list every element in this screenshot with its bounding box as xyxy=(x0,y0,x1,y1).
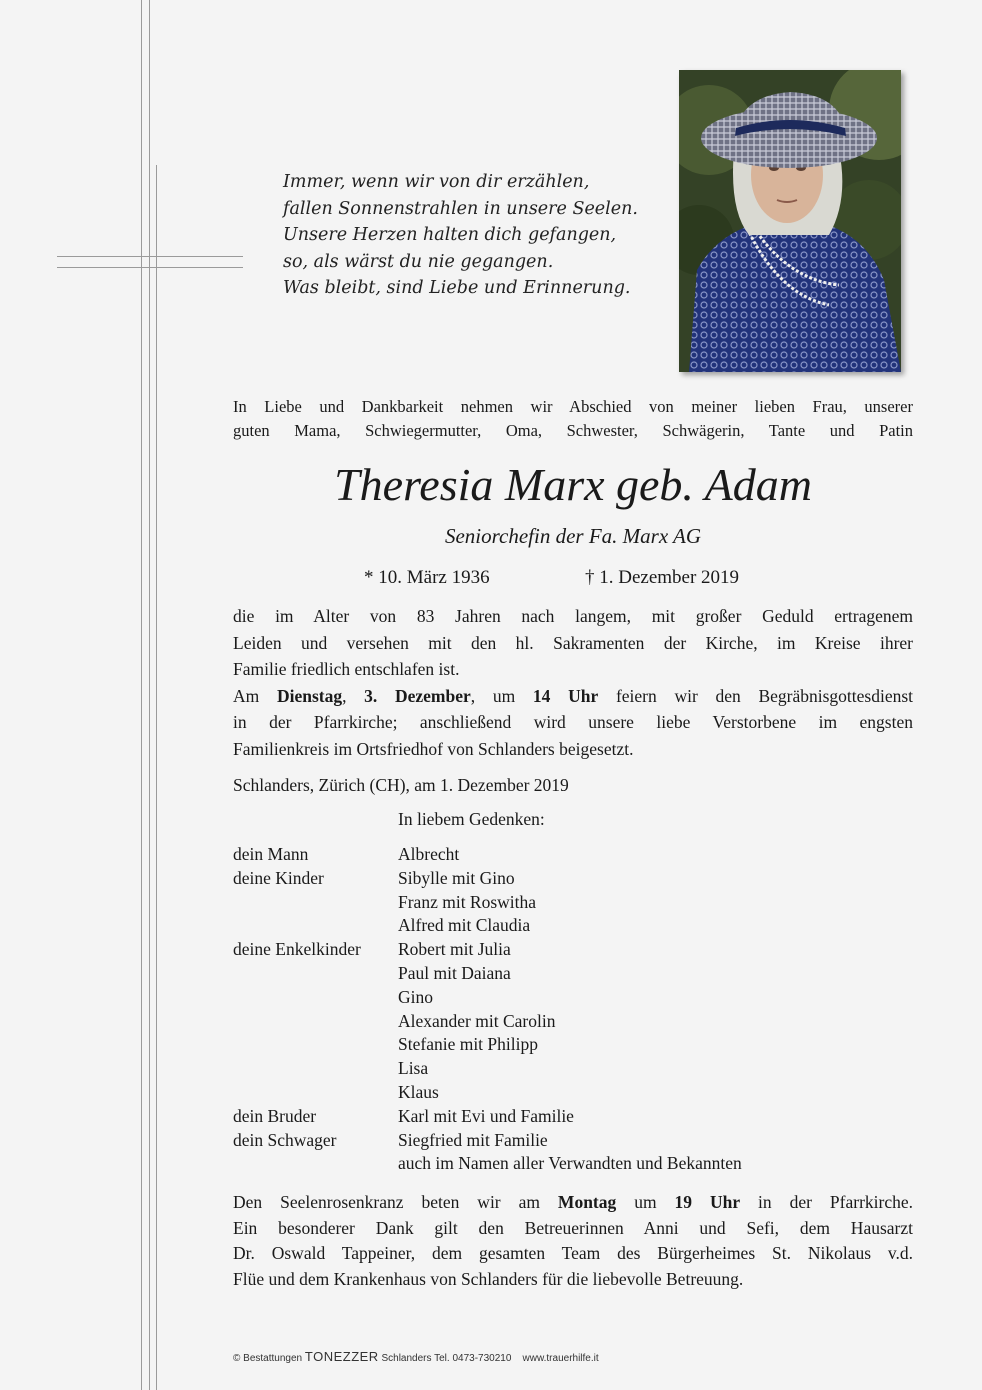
intro-line: guten Mama, Schwiegermutter, Oma, Schwester, Schwägerin, Tante und Patin xyxy=(233,421,913,440)
family-member-name: Alfred mit Claudia xyxy=(398,915,531,936)
portrait-photo xyxy=(679,70,901,372)
body-line: in der Pfarrkirche; anschließend wird unsere liebe Verstorbene im engsten xyxy=(233,712,913,732)
family-member-name: Lisa xyxy=(398,1058,429,1079)
family-row xyxy=(233,914,913,938)
family-row xyxy=(233,938,913,962)
body-line: Leiden und versehen mit den hl. Sakramenten der Kirche, im Kreise ihrer xyxy=(233,632,913,653)
rosary-pre: Den Seelenrosenkranz beten wir am xyxy=(233,1192,558,1212)
family-row xyxy=(233,1105,913,1129)
poem-line: Was bleibt, sind Liebe und Erinnerung. xyxy=(283,278,631,298)
family-member-name: Klaus xyxy=(398,1081,439,1102)
family-row xyxy=(233,1033,913,1057)
footer-prefix: © Bestattungen xyxy=(233,1353,305,1364)
family-row xyxy=(233,891,913,915)
announcement-body xyxy=(233,603,913,762)
family-member-name: Gino xyxy=(398,986,433,1007)
footer-brand: TONEZZER xyxy=(304,1349,379,1364)
family-member-name: auch im Namen aller Verwandten und Bekannten xyxy=(398,1153,742,1174)
body-line: Familienkreis im Ortsfriedhof von Schlanders beigesetzt. xyxy=(233,738,634,759)
family-row xyxy=(233,1010,913,1034)
family-relation: dein Schwager xyxy=(233,1129,337,1150)
family-row xyxy=(233,1152,913,1176)
family-row xyxy=(233,1057,913,1081)
funeral-day: Dienstag xyxy=(276,685,343,706)
family-member-name: Siegfried mit Familie xyxy=(398,1129,548,1150)
body-line: Familie friedlich entschlafen ist. xyxy=(233,659,460,679)
family-member-name: Albrecht xyxy=(398,844,460,864)
rosary-day: Montag xyxy=(557,1192,617,1212)
cross-horizontal-line-bottom xyxy=(57,267,243,268)
in-memory-heading: In liebem Gedenken: xyxy=(398,809,545,829)
rosary-time: 19 Uhr xyxy=(674,1192,741,1212)
family-row xyxy=(233,1129,913,1153)
body-line: die im Alter von 83 Jahren nach langem, mit großer Geduld ertragenem xyxy=(233,606,913,626)
family-list xyxy=(233,843,913,1176)
closing-text xyxy=(233,1190,913,1292)
family-relation: deine Kinder xyxy=(233,867,324,888)
rosary-mid: um xyxy=(616,1192,675,1212)
poem-line: Unsere Herzen halten dich gefangen, xyxy=(283,225,617,245)
intro-text xyxy=(233,395,913,443)
family-member-name: Paul mit Daiana xyxy=(398,962,511,983)
rosary-post: in der Pfarrkirche. xyxy=(740,1192,913,1212)
place-date: Schlanders, Zürich (CH), am 1. Dezember 2019 xyxy=(233,775,569,795)
cross-inner-vertical-line xyxy=(156,165,157,1390)
poem-line: so, als wärst du nie gegangen. xyxy=(283,251,554,272)
poem-line: fallen Sonnenstrahlen in unsere Seelen. xyxy=(283,198,638,219)
family-relation: deine Enkelkinder xyxy=(233,939,361,960)
portrait-illustration xyxy=(679,70,901,372)
deceased-title: Seniorchefin der Fa. Marx AG xyxy=(444,524,702,548)
funeral-post: feiern wir den Begräbnisgottesdienst xyxy=(598,685,914,706)
funeral-pre: Am xyxy=(233,685,277,706)
family-member-name: Franz mit Roswitha xyxy=(398,891,537,912)
family-member-name: Sibylle mit Gino xyxy=(398,867,515,888)
cross-vertical-line-right xyxy=(149,0,150,1390)
thanks-line: Ein besonderer Dank gilt den Betreuerinnen Anni und Sefi, dem Hausarzt xyxy=(233,1217,913,1238)
family-row xyxy=(233,1081,913,1105)
family-row xyxy=(233,843,913,867)
cross-vertical-line-left xyxy=(141,0,142,1390)
intro-line: In Liebe und Dankbarkeit nehmen wir Abschied von meiner lieben Frau, unserer xyxy=(233,397,913,416)
funeral-sep: , um xyxy=(470,685,533,706)
funeral-line xyxy=(233,683,913,710)
death-date: † 1. Dezember 2019 xyxy=(585,567,740,588)
thanks-line: Dr. Oswald Tappeiner, dem gesamten Team des Bürgerheimes St. Nikolaus v.d. xyxy=(233,1243,913,1263)
deceased-name: Theresia Marx geb. Adam xyxy=(334,459,812,510)
family-member-name: Robert mit Julia xyxy=(398,939,511,960)
thanks-line: Flüe und dem Krankenhaus von Schlanders für die liebevolle Betreuung. xyxy=(233,1268,744,1289)
footer-rest: Schlanders Tel. 0473-730210 www.trauerhilfe.it xyxy=(378,1353,599,1364)
funeral-time: 14 Uhr xyxy=(532,685,599,706)
birth-date: * 10. März 1936 xyxy=(364,567,490,588)
funeral-date: 3. Dezember xyxy=(364,685,471,706)
family-row xyxy=(233,986,913,1010)
family-relation: dein Bruder xyxy=(233,1105,317,1126)
rosary-line xyxy=(233,1190,913,1216)
family-relation: dein Mann xyxy=(233,844,309,864)
family-row xyxy=(233,867,913,891)
family-member-name: Karl mit Evi und Familie xyxy=(398,1105,574,1126)
family-row xyxy=(233,962,913,986)
cross-horizontal-line-top xyxy=(57,256,243,257)
footer-credit xyxy=(233,1349,599,1364)
poem-line: Immer, wenn wir von dir erzählen, xyxy=(283,172,590,192)
memorial-poem xyxy=(283,169,663,302)
family-member-name: Stefanie mit Philipp xyxy=(398,1034,538,1055)
family-member-name: Alexander mit Carolin xyxy=(398,1010,556,1031)
funeral-sep: , xyxy=(342,685,365,706)
